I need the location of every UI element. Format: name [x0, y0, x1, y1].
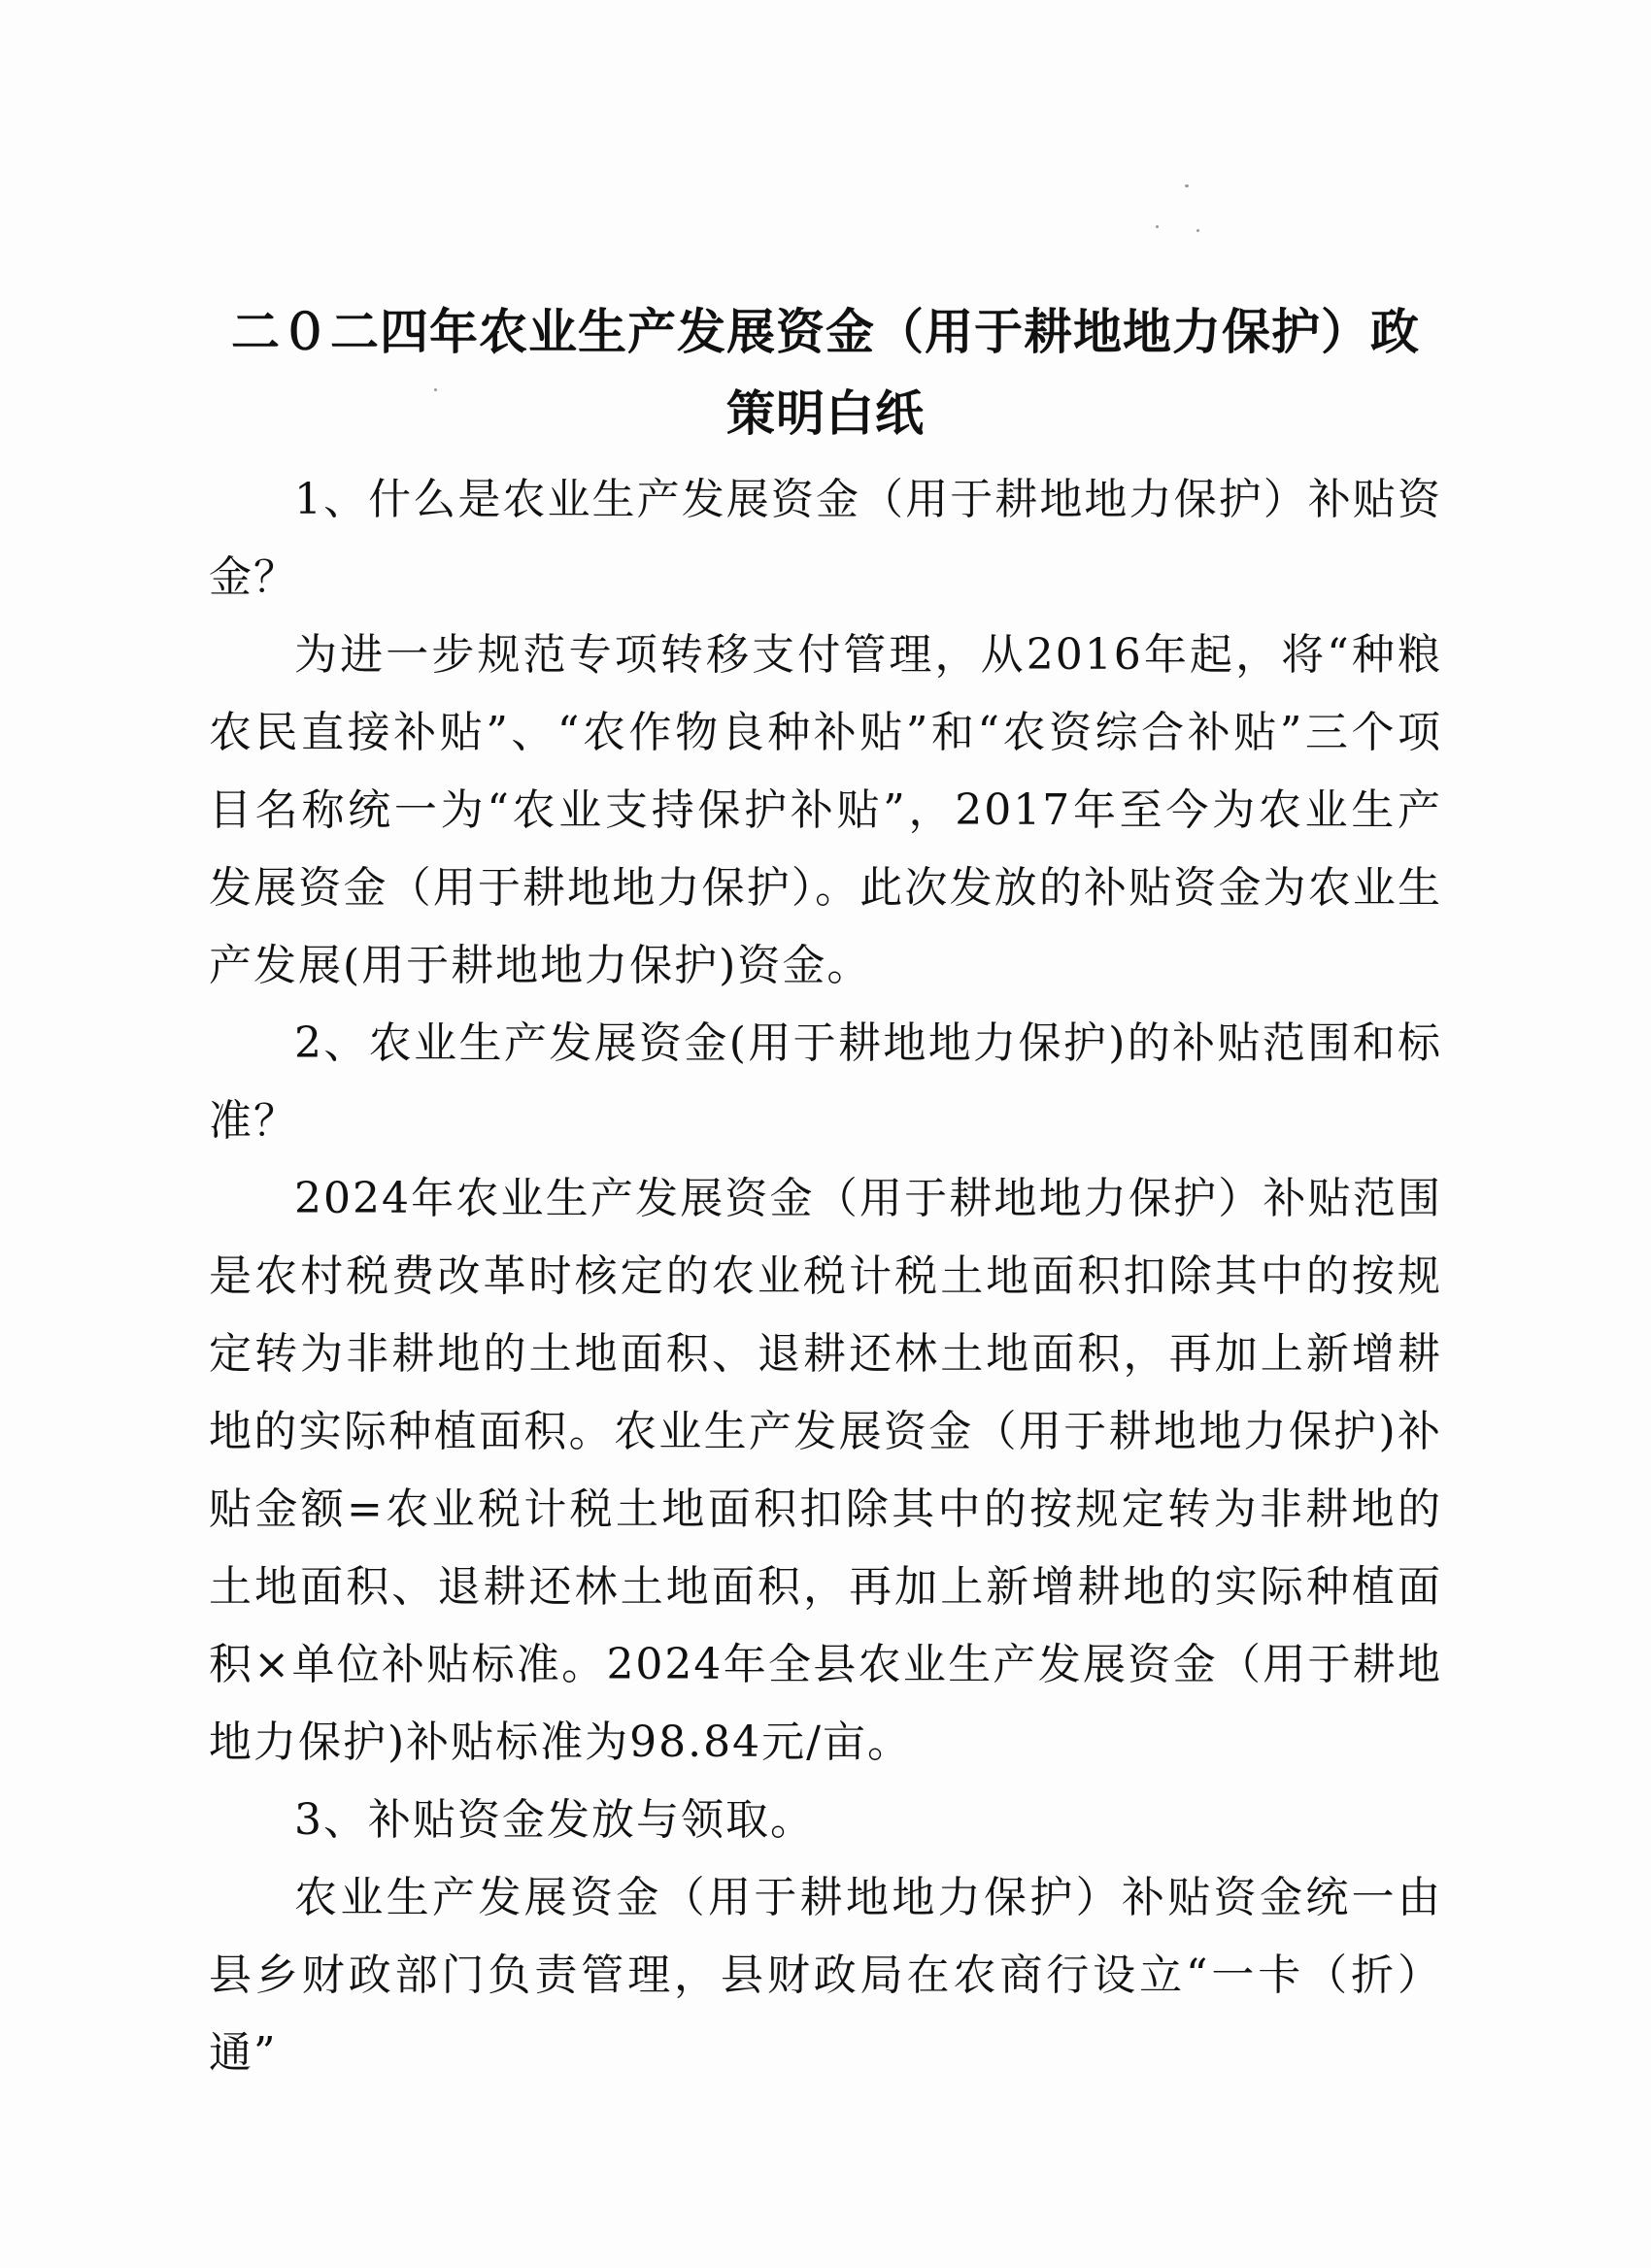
scan-speck — [1156, 225, 1159, 228]
scan-speck — [1196, 229, 1199, 232]
section-heading: 3、补贴资金发放与领取。 — [294, 1795, 815, 1845]
section-heading: 1、什么是农业生产发展资金（用于耕地地力保护）补贴资金？ — [209, 475, 1442, 602]
document-title: 二０二四年农业生产发展资金（用于耕地地力保护）政策明白纸 — [231, 304, 1420, 442]
scan-speck — [1185, 184, 1189, 187]
section-paragraph: 农业生产发展资金（用于耕地地力保护）补贴资金统一由县乡财政部门负责管理，县财政局在农商行设立“一卡（折）通” — [209, 1873, 1442, 2078]
document-body — [209, 461, 1442, 2092]
section-paragraph: 2024年农业生产发展资金（用于耕地地力保护）补贴范围是农村税费改革时核定的农业税计税土地面积扣除其中的按规定转为非耕地的土地面积、退耕还林土地面积，再加上新增耕地的实际种植面积。农业生产发展资金（用于耕地地力保护)补贴金额=农业税计税土地面积扣除其中的按规定转为非耕地的土地面积、退耕还林土地面积，再加上新增耕地的实际种植面积×单位补贴标准。2024年全县农业生产发展资金（用于耕地地力保护)补贴标准为98.84元/亩。 — [209, 1174, 1442, 1767]
section-heading: 2、农业生产发展资金(用于耕地地力保护)的补贴范围和标准？ — [209, 1018, 1442, 1146]
section-paragraph: 为进一步规范专项转移支付管理，从2016年起，将“种粮农民直接补贴”、“农作物良种补贴”和“农资综合补贴”三个项目名称统一为“农业支持保护补贴”，2017年至今为农业生产发展资金（用于耕地地力保护）。此次发放的补贴资金为农业生产发展(用于耕地地力保护)资金。 — [209, 630, 1442, 990]
